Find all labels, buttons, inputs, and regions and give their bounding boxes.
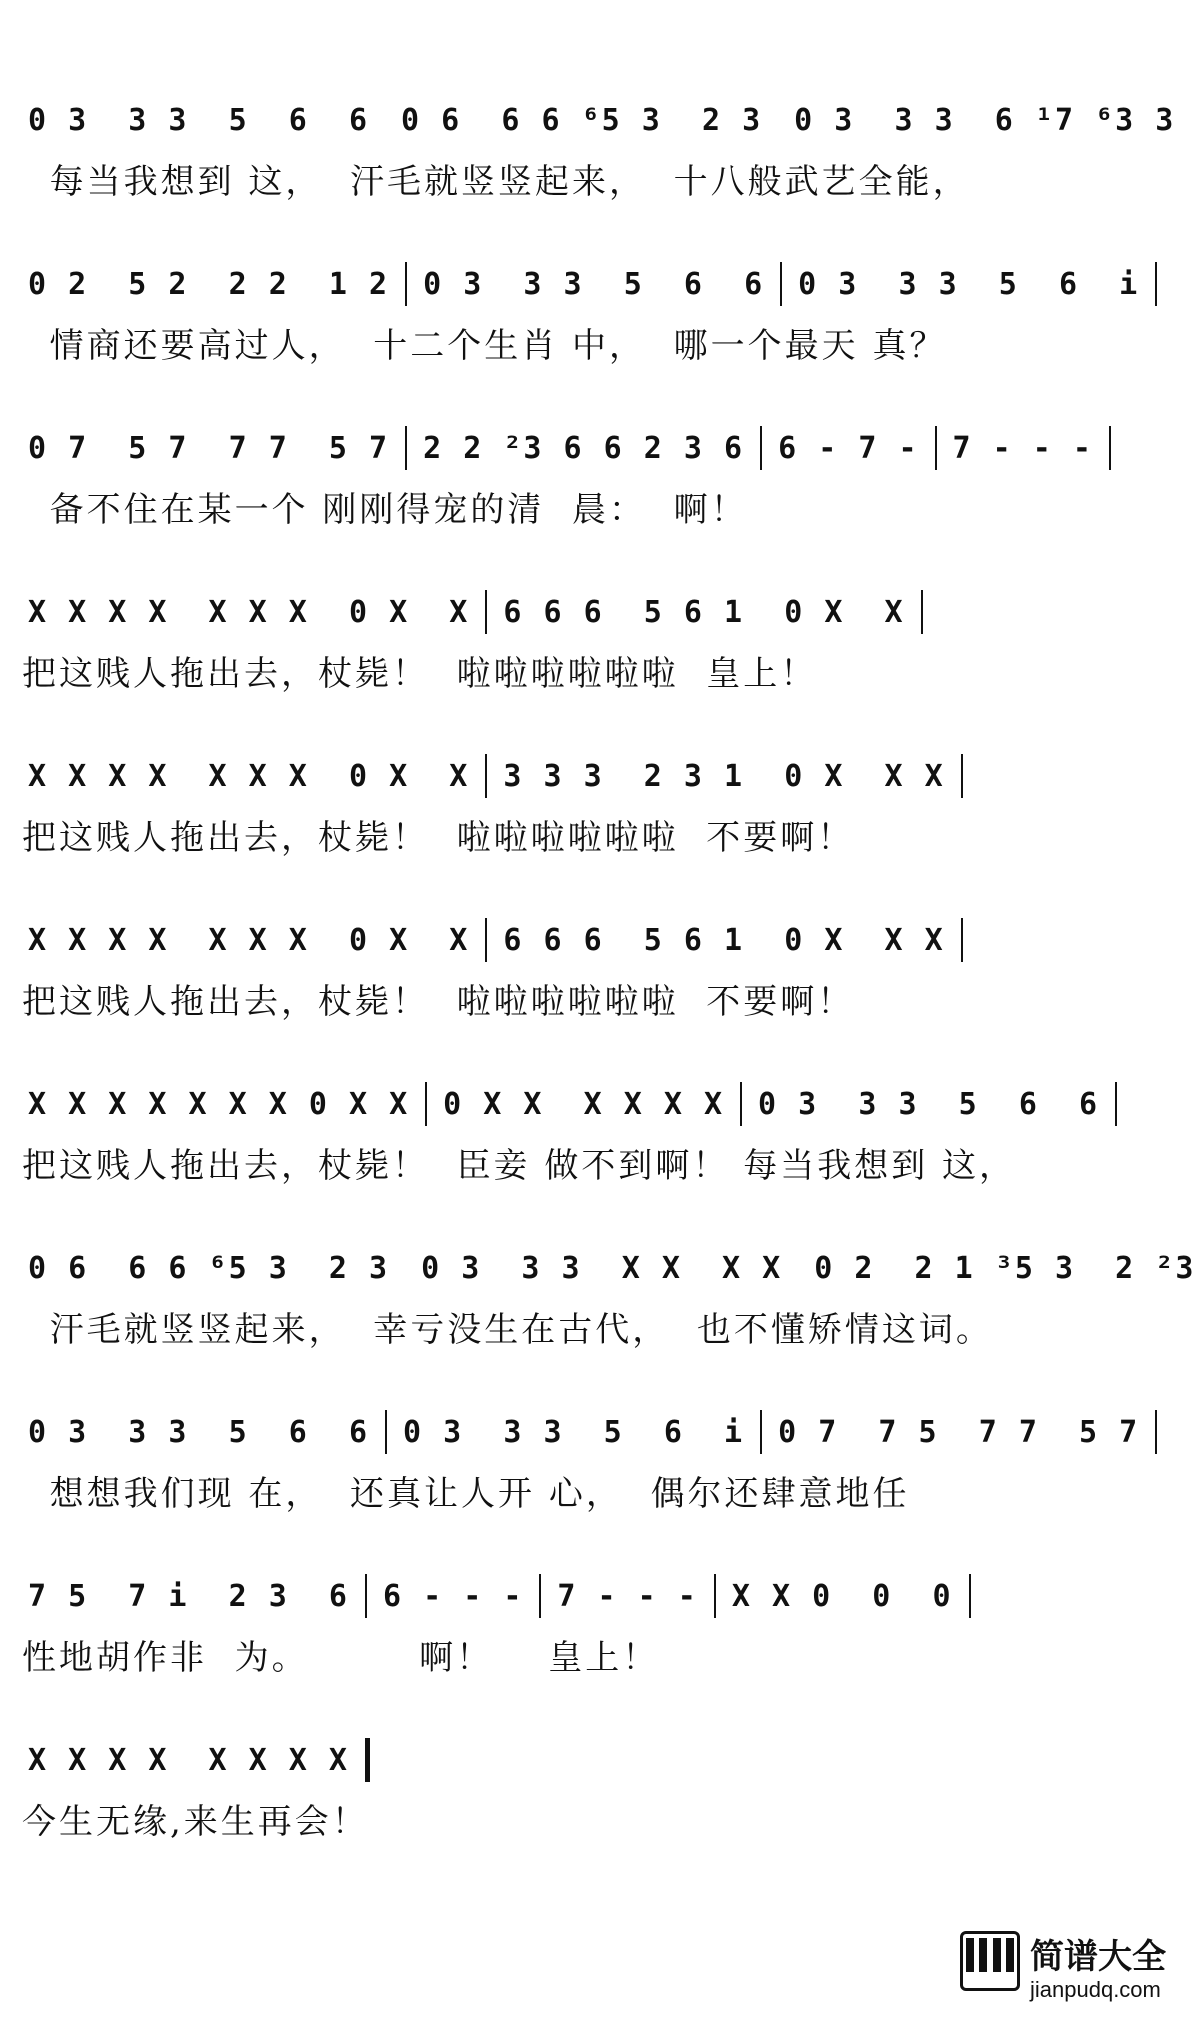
measure: 7 - - - bbox=[952, 430, 1093, 466]
notation-line bbox=[22, 587, 1172, 637]
notation-line bbox=[22, 95, 1176, 145]
measure: 3 3 3 2 3 1 0 X X X bbox=[503, 758, 945, 794]
notation-line bbox=[22, 1735, 1172, 1785]
lyric-line: 今生无缘,来生再会！ bbox=[22, 1801, 369, 1842]
notation-line bbox=[22, 1407, 1172, 1457]
measure: X X X X X X X 0 X X bbox=[28, 922, 470, 958]
lyric-line: 把这贱人拖出去，杖毙！ 啦啦啦啦啦啦 不要啊！ bbox=[22, 817, 855, 858]
barline bbox=[935, 426, 937, 470]
barline bbox=[405, 262, 407, 306]
barline bbox=[780, 262, 782, 306]
lyric-line: 把这贱人拖出去，杖毙！ 啦啦啦啦啦啦 不要啊！ bbox=[22, 981, 855, 1022]
lyric-line: 把这贱人拖出去，杖毙！ 啦啦啦啦啦啦 皇上！ bbox=[22, 653, 818, 694]
measure: 0 X X X X X X bbox=[443, 1086, 725, 1122]
logo-name: 简谱大全 bbox=[1030, 1937, 1166, 1977]
measure: X X X X X X X 0 X X bbox=[28, 758, 470, 794]
lyric-line: 想想我们现 在， 还真让人开 心， 偶尔还肆意地任 bbox=[22, 1473, 910, 1514]
measure: 6 - 7 - bbox=[778, 430, 919, 466]
barline bbox=[760, 1410, 762, 1454]
measure: 0 3 3 3 5 6 6 bbox=[758, 1086, 1100, 1122]
measure: 0 3 3 3 5 6 i bbox=[798, 266, 1140, 302]
barline bbox=[740, 1082, 742, 1126]
score-system bbox=[0, 1079, 1200, 1209]
notation-line bbox=[22, 915, 1172, 965]
measure: X X X X X X X 0 X X bbox=[28, 594, 470, 630]
lyric-line: 把这贱人拖出去，杖毙！ 臣妾 做不到啊！ 每当我想到 这， bbox=[22, 1145, 1017, 1186]
measure: 2 2 ²3 6 6 2 3 6 bbox=[423, 430, 745, 466]
piano-keys-icon bbox=[960, 1931, 1020, 1991]
score-system bbox=[0, 95, 1200, 225]
notation-line bbox=[22, 1079, 1172, 1129]
measure: 0 2 5 2 2 2 1 2 bbox=[28, 266, 390, 302]
measure: 7 5 7 i 2 3 6 bbox=[28, 1578, 349, 1614]
notation-line bbox=[22, 1243, 1196, 1293]
measure: 0 3 3 3 5 6 i bbox=[403, 1414, 745, 1450]
measure: X X X X X X X X bbox=[28, 1742, 349, 1778]
measure: 0 3 3 3 6 ¹7 ⁶3 3 bbox=[794, 102, 1176, 138]
measure: 0 6 6 6 ⁶5 3 2 3 bbox=[28, 1250, 390, 1286]
measure: 0 3 3 3 5 6 6 bbox=[28, 1414, 370, 1450]
lyric-line: 每当我想到 这， 汗毛就竖竖起来， 十八般武艺全能， bbox=[22, 161, 970, 202]
final-barline bbox=[365, 1738, 370, 1782]
measure: 0 3 3 3 5 6 6 bbox=[423, 266, 765, 302]
barline bbox=[385, 1410, 387, 1454]
lyric-line: 备不住在某一个 刚刚得宠的清 晨： 啊！ bbox=[22, 489, 748, 530]
measure: 6 6 6 5 6 1 0 X X bbox=[503, 594, 905, 630]
barline bbox=[1155, 262, 1157, 306]
measure: 6 6 6 5 6 1 0 X X X bbox=[503, 922, 945, 958]
logo-url: jianpudq.com bbox=[1030, 1977, 1161, 2002]
measure: 0 3 3 3 X X X X bbox=[421, 1250, 783, 1286]
score-system bbox=[0, 1735, 1200, 1865]
lyric-line: 性地胡作非 为。 啊！ 皇上！ bbox=[22, 1637, 660, 1678]
score-system bbox=[0, 587, 1200, 717]
site-logo bbox=[960, 1925, 1180, 2010]
score-system bbox=[0, 423, 1200, 553]
measure: 0 7 5 7 7 7 5 7 bbox=[28, 430, 390, 466]
barline bbox=[1155, 1410, 1157, 1454]
score-system bbox=[0, 751, 1200, 881]
barline bbox=[539, 1574, 541, 1618]
notation-line bbox=[22, 259, 1172, 309]
barline bbox=[425, 1082, 427, 1126]
measure: 6 - - - bbox=[382, 1578, 524, 1614]
barline bbox=[969, 1574, 971, 1618]
barline bbox=[1115, 1082, 1117, 1126]
score-system bbox=[0, 1243, 1200, 1373]
score-system bbox=[0, 1407, 1200, 1537]
barline bbox=[714, 1574, 716, 1618]
score-system bbox=[0, 915, 1200, 1045]
measure: 0 7 7 5 7 7 5 7 bbox=[778, 1414, 1140, 1450]
measure: 0 3 3 3 5 6 6 bbox=[28, 102, 370, 138]
measure: X X X X X X X 0 X X bbox=[28, 1086, 410, 1122]
notation-line bbox=[22, 423, 1172, 473]
measure: 0 6 6 6 ⁶5 3 2 3 bbox=[401, 102, 763, 138]
measure: 0 2 2 1 ³5 3 2 ²3 bbox=[814, 1250, 1196, 1286]
barline bbox=[485, 918, 487, 962]
barline bbox=[485, 590, 487, 634]
barline bbox=[405, 426, 407, 470]
lyric-line: 情商还要高过人， 十二个生肖 中， 哪一个最天 真？ bbox=[22, 325, 947, 366]
barline bbox=[1109, 426, 1111, 470]
measure: X X 0 0 0 bbox=[731, 1578, 953, 1614]
lyric-line: 汗毛就竖竖起来， 幸亏没生在古代， 也不懂矫情这词。 bbox=[22, 1309, 993, 1350]
score-system bbox=[0, 259, 1200, 389]
notation-line bbox=[22, 751, 1172, 801]
measure: 7 - - - bbox=[557, 1578, 698, 1614]
barline bbox=[921, 590, 923, 634]
barline bbox=[760, 426, 762, 470]
barline bbox=[961, 754, 963, 798]
barline bbox=[485, 754, 487, 798]
score-system bbox=[0, 1571, 1200, 1701]
notation-line bbox=[22, 1571, 1172, 1621]
barline bbox=[365, 1574, 367, 1618]
barline bbox=[961, 918, 963, 962]
